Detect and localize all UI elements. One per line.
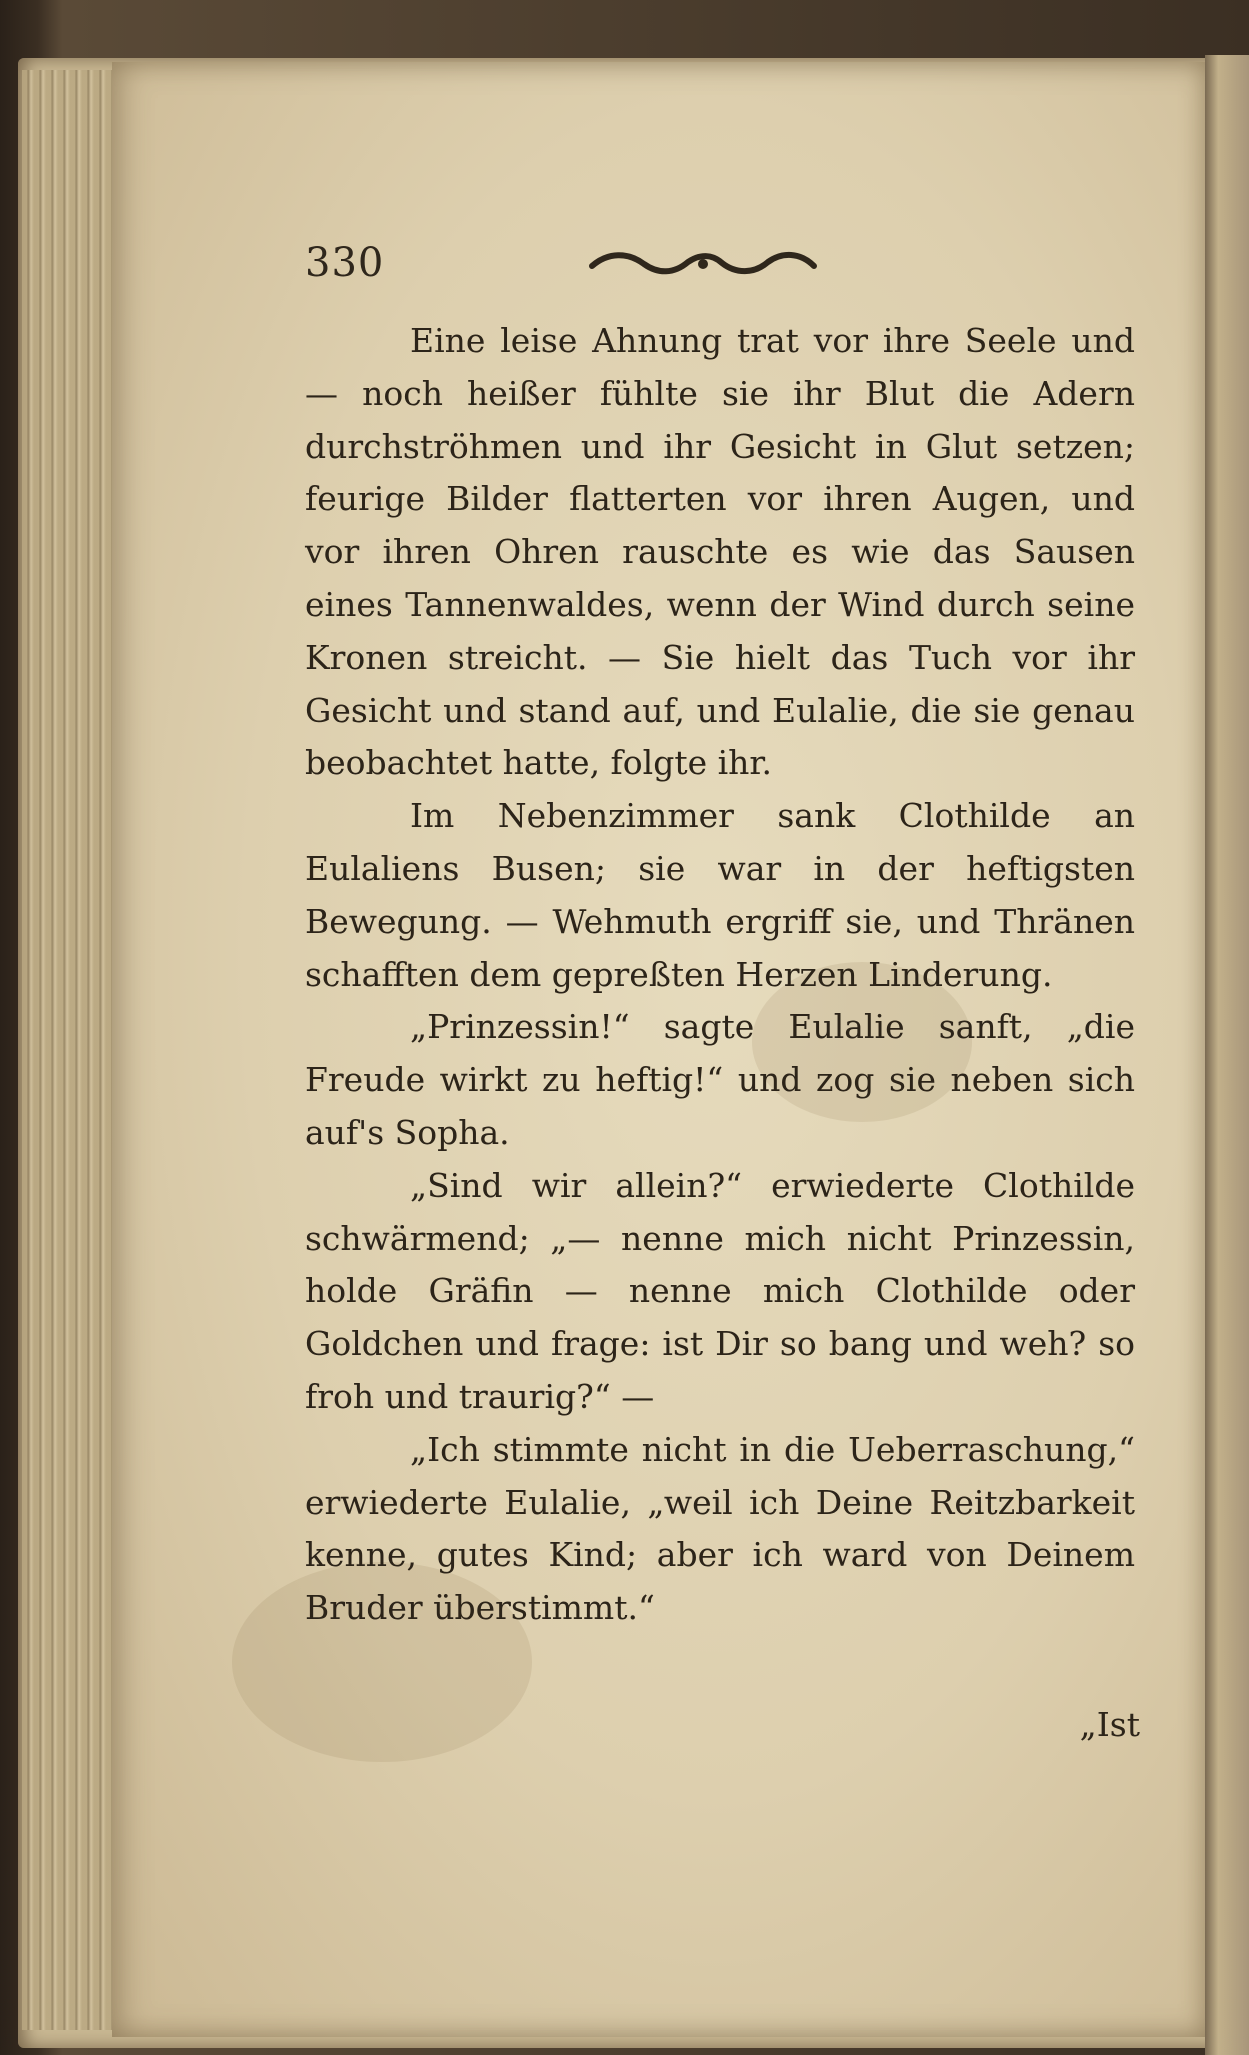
paragraph: „Prinzessin!“ sagte Eulalie sanft, „die Freude wirkt zu heftig!“ und zog sie neben sich auf's Sopha. — [305, 1007, 1135, 1152]
paragraph: Eine leise Ahnung trat vor ihre Seele und — noch heißer fühlte sie ihr Blut die Adern durchströhmen und ihr Gesicht in Glut setzen; feurige Bilder flatterten vor ihren Augen, und vor ihren Ohren rauschte es wie das Sausen eines Tannenwaldes, wenn der Wind durch seine Kronen streicht. — Sie hielt das Tuch vor ihr Gesicht und stand auf, und Eulalie, die sie genau beobachtet hatte, folgte ihr. — [305, 321, 1135, 783]
next-page-edge — [1205, 55, 1249, 2055]
paragraph: Im Nebenzimmer sank Clothilde an Eulaliens Busen; sie war in der heftigsten Bewegung. — Wehmuth ergriff sie, und Thränen schafften dem gepreßten Herzen Linderung. — [305, 796, 1135, 994]
page-edges — [22, 70, 112, 2030]
page-number: 330 — [305, 240, 385, 286]
page-header — [305, 240, 845, 290]
header-ornament-icon — [588, 250, 818, 276]
paragraph: „Sind wir allein?“ erwiederte Clothilde schwärmend; „— nenne mich nicht Prinzessin, holde Gräfin — nenne mich Clothilde oder Goldchen und frage: ist Dir so bang und weh? so froh und traurig?“ — — [305, 1165, 1135, 1416]
body-text — [305, 315, 1135, 1635]
catchword: „Ist — [1079, 1705, 1140, 1744]
paragraph: „Ich stimmte nicht in die Ueberraschung,“ erwiederte Eulalie, „weil ich Deine Reitzbarkeit kenne, gutes Kind; aber ich ward von Deinem Bruder überstimmt.“ — [305, 1429, 1135, 1628]
